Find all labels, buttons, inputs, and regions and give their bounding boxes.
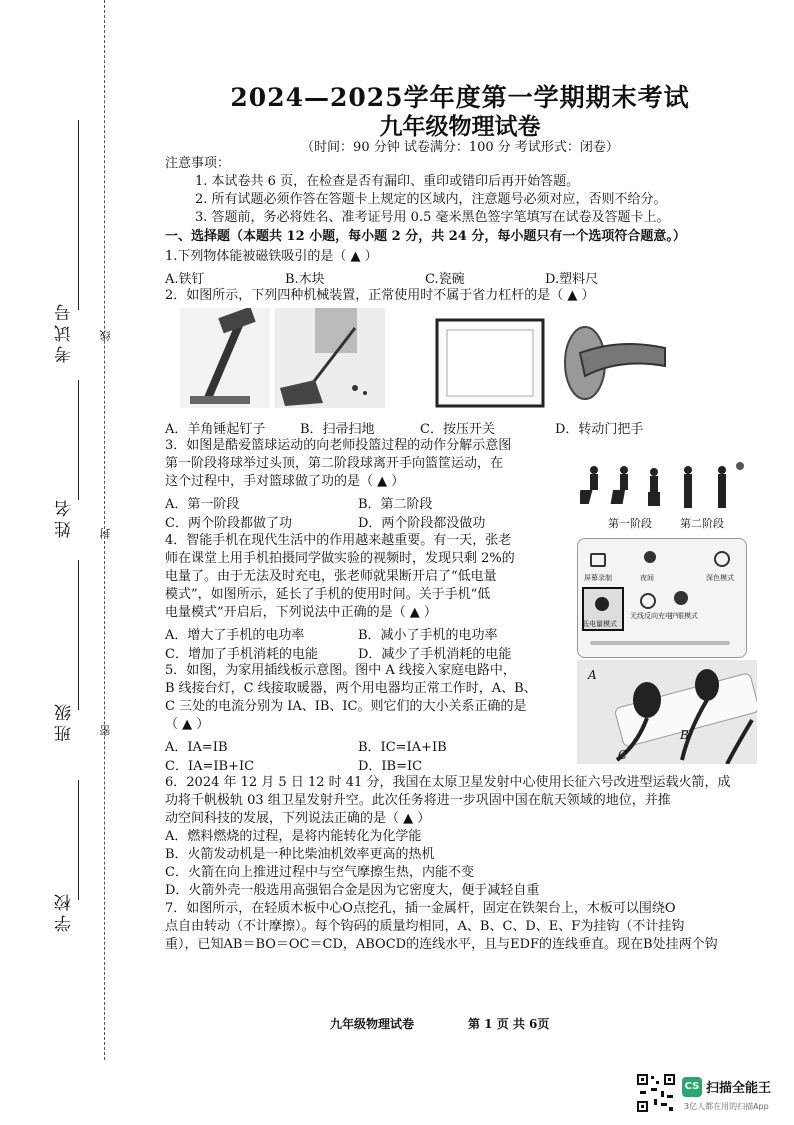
q4-line: 电量了。由于无法及时充电，张老师就果断开启了“低电量 — [165, 569, 497, 584]
exam-number-label: 考试号 — [55, 300, 75, 363]
reverse-charge-label: 无线反向充电 — [630, 612, 672, 620]
q6-option-b: B．火箭发动机是一种比柴油机效率更高的热机 — [165, 847, 435, 862]
broom-image — [275, 308, 385, 408]
q5-option-a: A．IA=IB — [165, 740, 228, 755]
camscanner-name: 扫描全能王 — [706, 1081, 772, 1096]
q1-option-d: D.塑料尺 — [545, 272, 599, 287]
q3-option-c: C．两个阶段都做了功 — [165, 516, 292, 531]
note-item: 1. 本试卷共 6 页，在检查是否有漏印、重印或错印后再开始答题。 — [195, 174, 580, 189]
school-label: 学校 — [55, 890, 75, 932]
q4-option-d: D．减少了手机消耗的电能 — [358, 647, 512, 662]
name-label: 姓名 — [55, 496, 75, 538]
low-power-label: 低电量模式 — [582, 620, 617, 628]
q5-line: （ ▲ ） — [165, 717, 210, 732]
section-heading: 一、选择题（本题共 12 小题，每小题 2 分，共 24 分，每小题只有一个选项符合题意。） — [165, 229, 686, 244]
battery-icon — [595, 597, 609, 611]
q2-option-d: D．转动门把手 — [555, 422, 644, 437]
basketball-figures-image — [580, 462, 760, 512]
q5-line: B 线接台灯，C 线接取暖器，两个用电器均正常工作时，A、B、 — [165, 681, 537, 696]
q4-option-b: B．减小了手机的电功率 — [358, 628, 498, 643]
q3-option-a: A．第一阶段 — [165, 497, 240, 512]
wireless-icon — [640, 593, 656, 609]
q4-line: 模式”，如图所示，延长了手机的使用时间。关于手机“低 — [165, 587, 491, 602]
q3-line: 第一阶段将球举过头顶，第二阶段球离开手向篮筐运动，在 — [165, 456, 504, 471]
eye-care-label: 护眼模式 — [670, 612, 698, 620]
note-item: 2. 所有试题必须作答在答题卡上规定的区域内，注意题号必须对应，否则不给分。 — [195, 192, 667, 207]
exam-info: （时间：90 分钟 试卷满分：100 分 考试形式：闭卷） — [301, 140, 619, 155]
hammer-image — [180, 308, 270, 408]
q5-line: C 三处的电流分别为 IA、IB、IC。则它们的大小关系正确的是 — [165, 699, 527, 714]
q5-option-d: D．IB=IC — [358, 759, 423, 774]
shield-icon — [674, 591, 688, 605]
phone-control-panel-image — [577, 538, 747, 658]
q5-option-b: B．IC=IA+IB — [358, 740, 447, 755]
door-handle-image — [560, 318, 670, 408]
q6-line: 功将千帆极轨 03 组卫星发射升空。此次任务将进一步巩固中国在航天领域的地位，并推 — [165, 793, 671, 808]
seal-feng-mark: 封 — [99, 528, 112, 539]
q3-option-d: D．两个阶段都没做功 — [358, 516, 486, 531]
q6-option-c: C．火箭在向上推进过程中与空气摩擦生热，内能不变 — [165, 865, 474, 880]
q4-option-c: C．增加了手机消耗的电能 — [165, 647, 318, 662]
q4-option-a: A．增大了手机的电功率 — [165, 628, 305, 643]
q3-line: 3．如图是酷爱篮球运动的向老师投篮过程的动作分解示意图 — [165, 438, 512, 453]
qr-code-icon — [636, 1073, 676, 1113]
note-item: 3. 答题前，务必将姓名、准考证号用 0.5 毫米黑色签字笔填写在试卷及答题卡上。 — [195, 210, 670, 225]
q5-option-c: C．IA=IB+IC — [165, 759, 255, 774]
page-number: 第 1 页 共 6页 — [468, 1017, 550, 1031]
q5-fig-a-label: A — [588, 668, 597, 682]
camera-icon — [590, 553, 606, 567]
q3-option-b: B．第二阶段 — [358, 497, 433, 512]
moon-icon — [644, 551, 656, 563]
seal-mi-mark: 密 — [99, 725, 112, 736]
dark-mode-icon — [714, 551, 730, 567]
power-strip-image — [577, 660, 757, 764]
q7-line: 7．如图所示，在轻质木板中心O点挖孔，插一金属杆，固定在铁架台上，木板可以围绕O — [165, 901, 676, 916]
class-label: 班级 — [55, 700, 75, 742]
q6-option-d: D．火箭外壳一般选用高强铝合金是因为它密度大，便于减轻自重 — [165, 883, 540, 898]
q1-option-c: C.瓷碗 — [425, 272, 465, 287]
seal-line-mark: 线 — [99, 330, 112, 341]
school-underline — [78, 780, 79, 900]
q6-line: 6．2024 年 12 月 5 日 12 时 41 分，我国在太原卫星发射中心使用长征六号改进型运载火箭，成 — [165, 775, 731, 790]
dark-mode-label: 深色模式 — [706, 574, 734, 582]
q2-stem: 2．如图所示，下列四种机械装置，正常使用时不属于省力杠杆的是（ ▲ ） — [165, 288, 595, 303]
footer-title: 九年级物理试卷 — [330, 1017, 415, 1031]
exam-number-underline — [78, 120, 79, 310]
screen-record-label: 屏幕录制 — [584, 574, 612, 582]
night-label: 夜间 — [640, 574, 654, 582]
q2-option-c: C．按压开关 — [420, 422, 495, 437]
brightness-slider[interactable] — [590, 641, 730, 645]
camscanner-logo-icon: CS — [682, 1077, 702, 1097]
q2-option-a: A．羊角锤起钉子 — [165, 422, 266, 437]
q5-line: 5．如图，为家用插线板示意图。图中 A 线接入家庭电路中， — [165, 663, 516, 678]
q6-option-a: A．燃料燃烧的过程，是将内能转化为化学能 — [165, 829, 422, 844]
q5-fig-c-label: C — [618, 748, 628, 762]
q2-option-b: B．扫帚扫地 — [300, 422, 375, 437]
exam-title: 2024—2025学年度第一学期期末考试 — [230, 83, 690, 112]
q5-fig-b-label: B — [680, 728, 689, 742]
q7-line: 点自由转动（不计摩擦）。每个钩码的质量均相同，A、B、C、D、E、F为挂钩（不计挂钩 — [165, 919, 685, 934]
camscanner-slogan: 3亿人都在用的扫描App — [684, 1102, 769, 1111]
q7-line: 重），已知AB＝BO＝OC＝CD，ABOCD的连线水平，且与EDF的连线垂直。现在B处挂两个钩 — [165, 937, 718, 952]
class-underline — [78, 560, 79, 710]
q4-line: 4．智能手机在现代生活中的作用越来越重要。有一天，张老 — [165, 533, 512, 548]
q4-line: 师在课堂上用手机拍摄同学做实验的视频时，发现只剩 2%的 — [165, 551, 515, 566]
q1-option-a: A.铁钉 — [165, 272, 205, 287]
notes-heading: 注意事项： — [165, 156, 231, 171]
q3-fig-stage2: 第二阶段 — [680, 517, 724, 530]
q1-option-b: B.木块 — [285, 272, 325, 287]
name-underline — [78, 380, 79, 500]
q3-line: 这个过程中，手对篮球做了功的是（ ▲ ） — [165, 474, 405, 489]
q6-line: 动空间科技的发展，下列说法正确的是（ ▲ ） — [165, 811, 431, 826]
switch-image — [435, 318, 545, 408]
q3-fig-stage1: 第一阶段 — [608, 517, 652, 530]
q1-stem: 1.下列物体能被磁铁吸引的是（ ▲ ） — [165, 249, 378, 264]
q4-line: 电量模式”开启后，下列说法中正确的是（ ▲ ） — [165, 605, 437, 620]
exam-subtitle: 九年级物理试卷 — [379, 113, 541, 140]
